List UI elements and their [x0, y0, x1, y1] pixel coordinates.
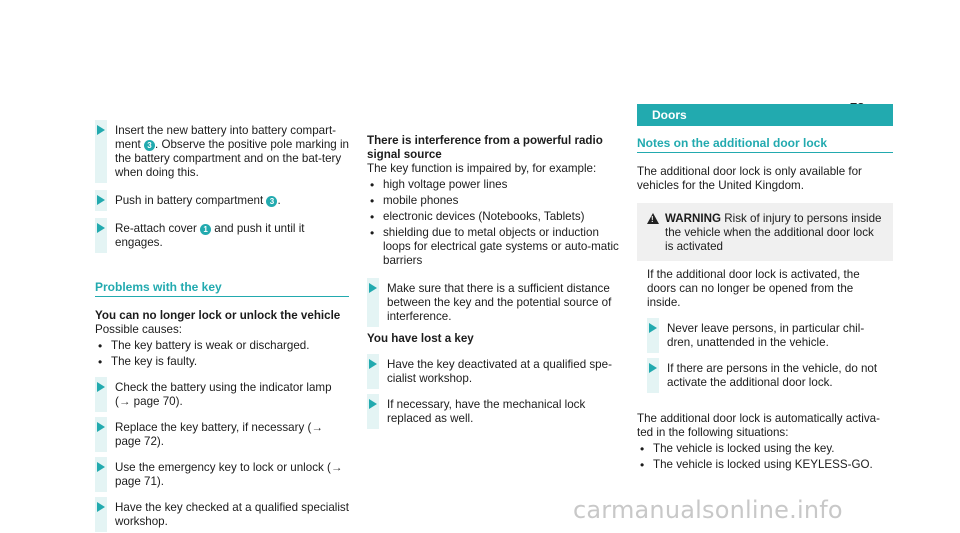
causes-label: Possible causes:	[95, 323, 182, 336]
instruction-step: If necessary, have the mechanical lock replaced as well.	[367, 398, 621, 426]
arrow-icon	[649, 363, 657, 373]
arrow-icon	[97, 223, 105, 233]
section-title: Notes on the additional door lock	[637, 136, 893, 153]
instruction-step: Check the battery using the indicator lamp (→ page 70).	[95, 381, 349, 409]
intro-text: The key function is impaired by, for example:	[367, 162, 597, 175]
section-title: Problems with the key	[95, 280, 349, 297]
interference-list	[367, 178, 621, 268]
list-item: • The key is faulty.	[95, 355, 349, 369]
warning-triangle-icon: !	[647, 213, 659, 224]
list-item: • electronic devices (Notebooks, Tablets)	[367, 210, 621, 224]
list-item: • high voltage power lines	[367, 178, 621, 192]
paragraph: The additional door lock is only available for vehicles for the United Kingdom.	[637, 165, 862, 192]
situations-list	[637, 442, 893, 472]
instruction-step: Insert the new battery into battery compart-ment 3 . Observe the positive pole marking in the battery compartment and on the bat-tery when doing this.	[95, 124, 349, 180]
list-item: • shielding due to metal objects or induction loops for electrical gate systems or auto-matic barriers	[367, 226, 621, 268]
arrow-icon	[97, 422, 105, 432]
arrow-icon	[369, 399, 377, 409]
paragraph: The additional door lock is automatically activa-ted in the following situations:	[637, 412, 880, 439]
instruction-step: Never leave persons, in particular chil-dren, unattended in the vehicle.	[647, 322, 883, 350]
subheading: You have lost a key	[367, 332, 474, 345]
instruction-step: Use the emergency key to lock or unlock (→ page 71).	[95, 461, 349, 489]
instruction-step: Have the key checked at a qualified specialist workshop.	[95, 501, 349, 529]
arrow-icon	[369, 283, 377, 293]
watermark: carmanualsonline.info	[573, 496, 843, 524]
column-3	[637, 108, 893, 474]
callout-number-icon: 3	[144, 140, 155, 151]
list-item: • mobile phones	[367, 194, 621, 208]
arrow-icon	[97, 462, 105, 472]
arrow-icon	[97, 125, 105, 135]
list-item: • The vehicle is locked using the key.	[637, 442, 893, 456]
list-item: • The vehicle is locked using KEYLESS-GO.	[637, 458, 893, 472]
callout-number-icon: 1	[200, 224, 211, 235]
instruction-step: Make sure that there is a sufficient distance between the key and the potential source of interference.	[367, 282, 621, 324]
arrow-icon	[97, 382, 105, 392]
instruction-step: Re-attach cover 1 and push it until it engages.	[95, 222, 349, 250]
instruction-step: Have the key deactivated at a qualified spe-cialist workshop.	[367, 358, 621, 386]
instruction-step: If there are persons in the vehicle, do not activate the additional door lock.	[647, 362, 883, 390]
warning-box	[637, 203, 893, 398]
chapter-bar: Doors	[637, 104, 893, 126]
instruction-step: Replace the key battery, if necessary (→ page 72).	[95, 421, 349, 449]
arrow-icon	[369, 359, 377, 369]
subheading: You can no longer lock or unlock the vehicle	[95, 309, 341, 322]
instruction-step: Push in battery compartment 3 .	[95, 194, 349, 208]
warning-heading: ! WARNING Risk of injury to persons inside the vehicle when the additional door lock is activated	[647, 212, 883, 254]
causes-list	[95, 339, 349, 369]
warning-paragraph: If the additional door lock is activated, the doors can no longer be opened from the inside.	[647, 268, 860, 309]
warning-body	[637, 261, 893, 398]
arrow-icon	[649, 323, 657, 333]
list-item: • The key battery is weak or discharged.	[95, 339, 349, 353]
callout-number-icon: 3	[266, 196, 277, 207]
arrow-icon	[97, 195, 105, 205]
arrow-icon	[97, 502, 105, 512]
subheading: There is interference from a powerful radio signal source	[367, 134, 603, 161]
column-2	[367, 124, 621, 426]
column-1	[95, 124, 349, 529]
